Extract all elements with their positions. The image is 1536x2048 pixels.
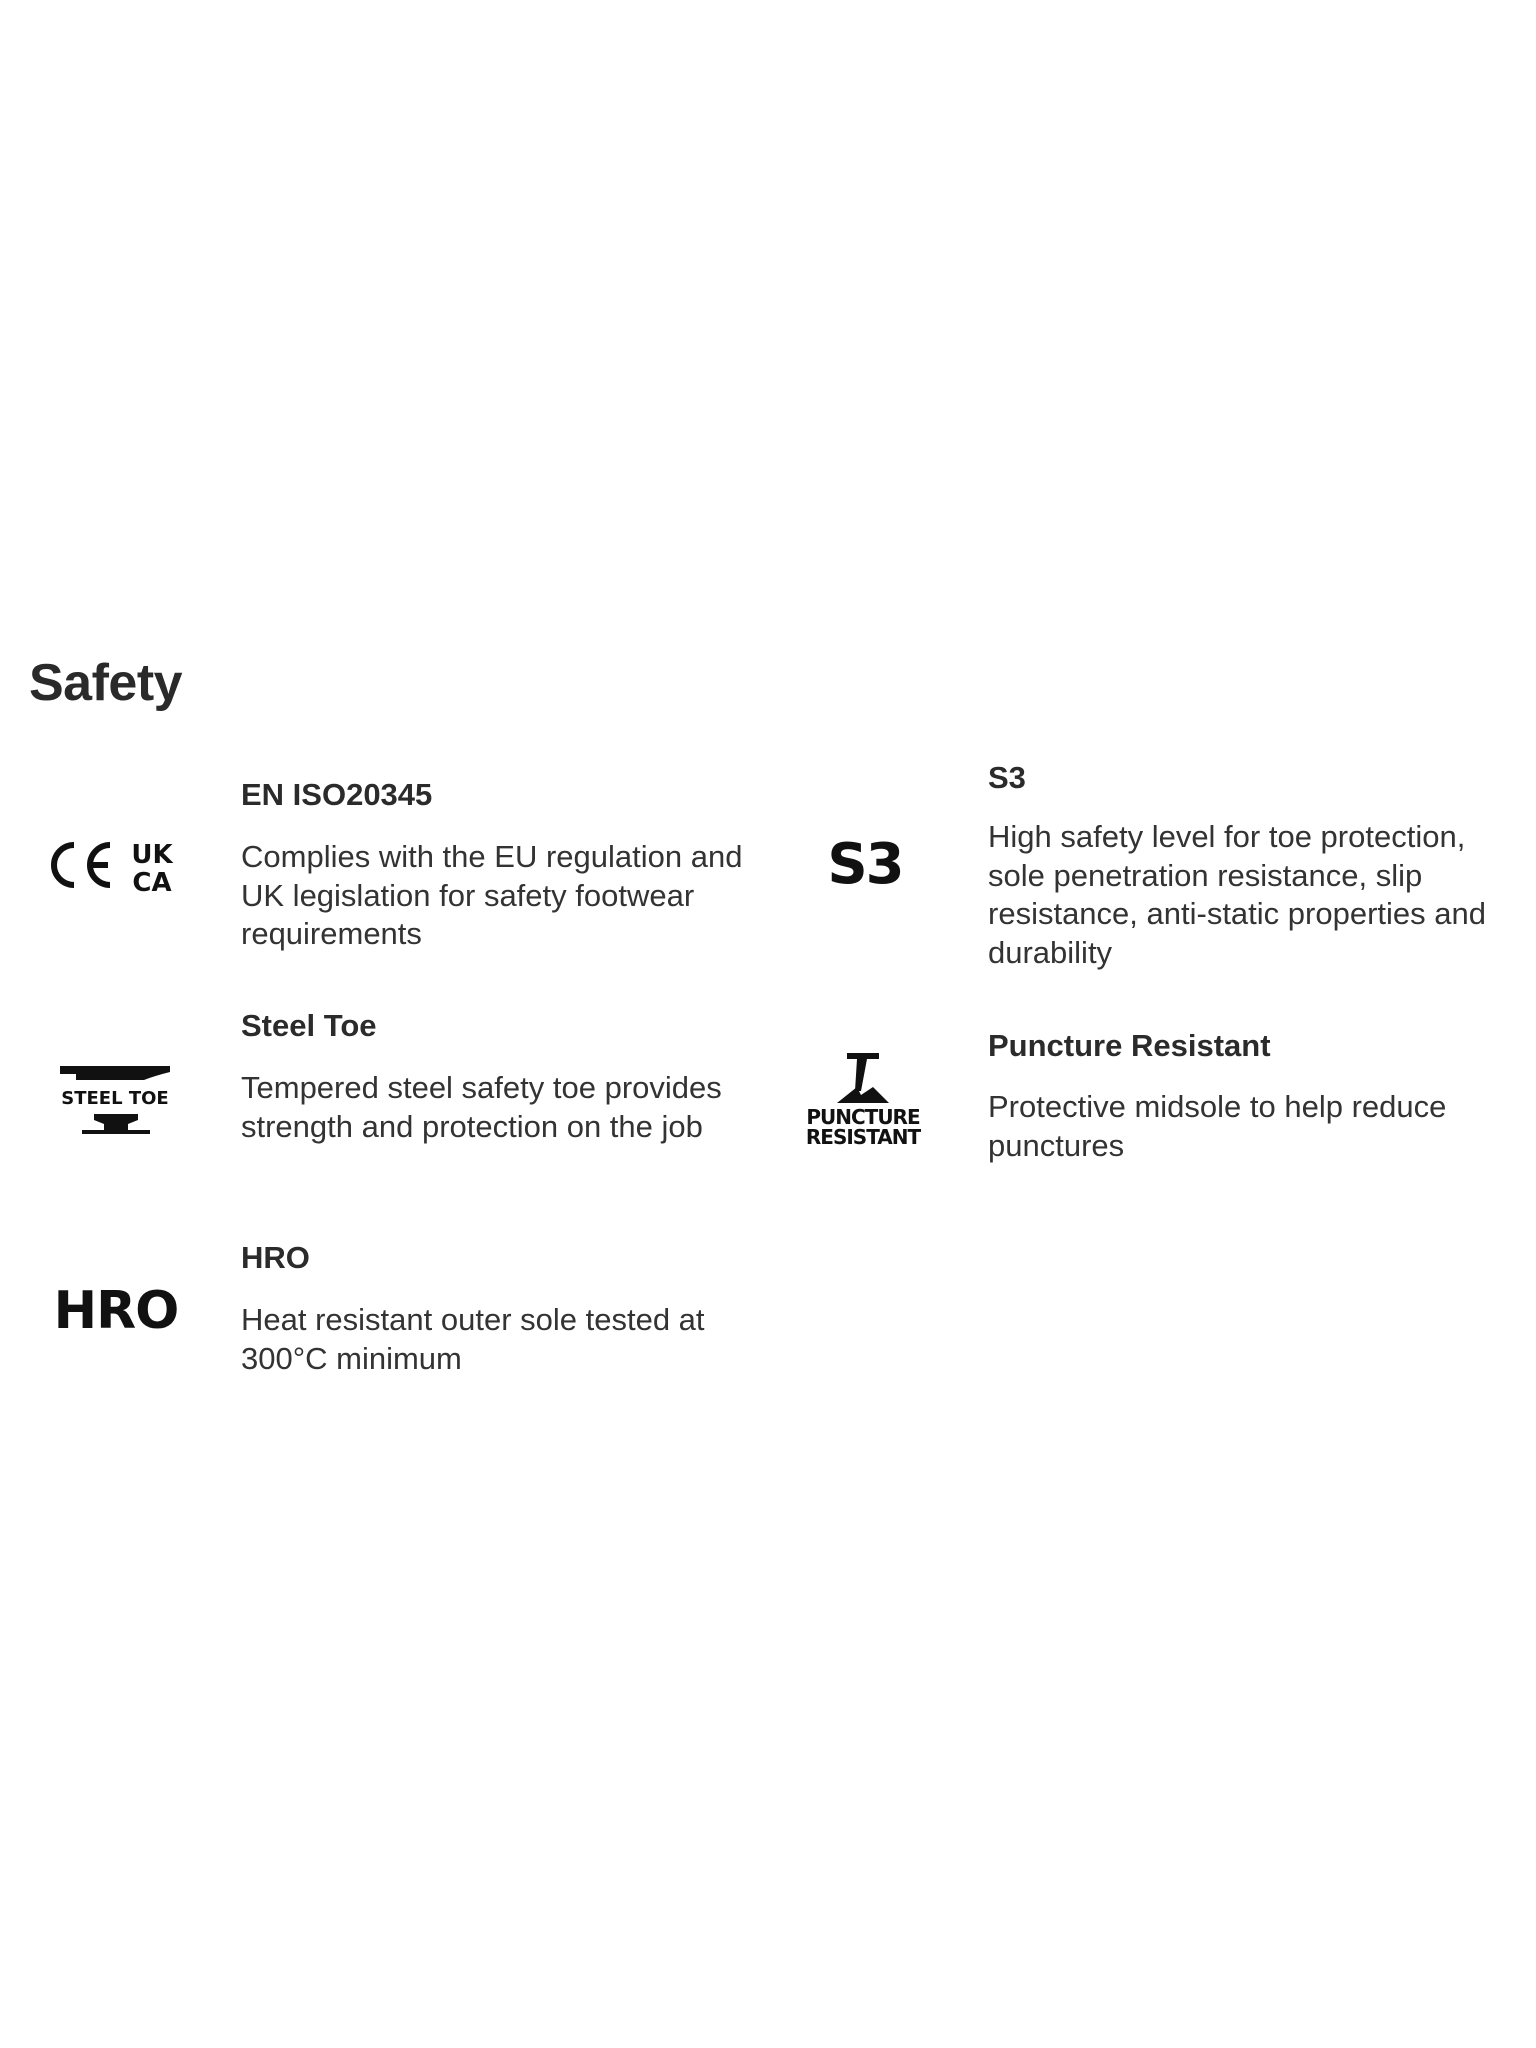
steel-toe-anvil-svg (58, 1062, 172, 1134)
puncture-icon-line2: RESISTANT (805, 1125, 921, 1149)
hro-rating-icon-text: HRO (53, 1281, 179, 1341)
feature-heading-steel-toe: Steel Toe (241, 1008, 377, 1043)
feature-desc-hro: Heat resistant outer sole tested at 300°C minimum (241, 1302, 705, 1376)
feature-desc-puncture: Protective midsole to help reduce punctures (988, 1089, 1447, 1163)
ce-ukca-uk-text: UK (131, 840, 173, 870)
feature-heading-s3: S3 (988, 760, 1026, 795)
feature-desc-steel-toe: Tempered steel safety toe provides strength and protection on the job (241, 1070, 722, 1144)
feature-heading-hro: HRO (241, 1240, 310, 1275)
feature-desc-en-iso: Complies with the EU regulation and UK legislation for safety footwear requirements (241, 839, 743, 951)
ce-ukca-mark-icon (50, 830, 180, 900)
feature-desc-s3: High safety level for toe protection, sole penetration resistance, slip resistance, anti-static properties and durability (988, 819, 1486, 970)
puncture-icon-line1: PUNCTURE (806, 1105, 920, 1129)
ce-ukca-ca-text: CA (132, 868, 172, 895)
section-title: Safety (29, 654, 183, 712)
ce-ukca-mark-icon-svg (50, 835, 180, 895)
steel-toe-anvil-icon (58, 1062, 172, 1134)
s3-rating-icon-text: S3 (827, 832, 903, 897)
steel-toe-icon-label: STEEL TOE (61, 1088, 169, 1109)
feature-heading-puncture: Puncture Resistant (988, 1028, 1271, 1063)
puncture-resistant-nail-icon (806, 1048, 920, 1150)
s3-rating-icon (810, 832, 920, 897)
nail-shape-icon (833, 1051, 893, 1105)
feature-heading-en-iso: EN ISO20345 (241, 777, 433, 812)
hro-rating-icon (52, 1280, 180, 1342)
